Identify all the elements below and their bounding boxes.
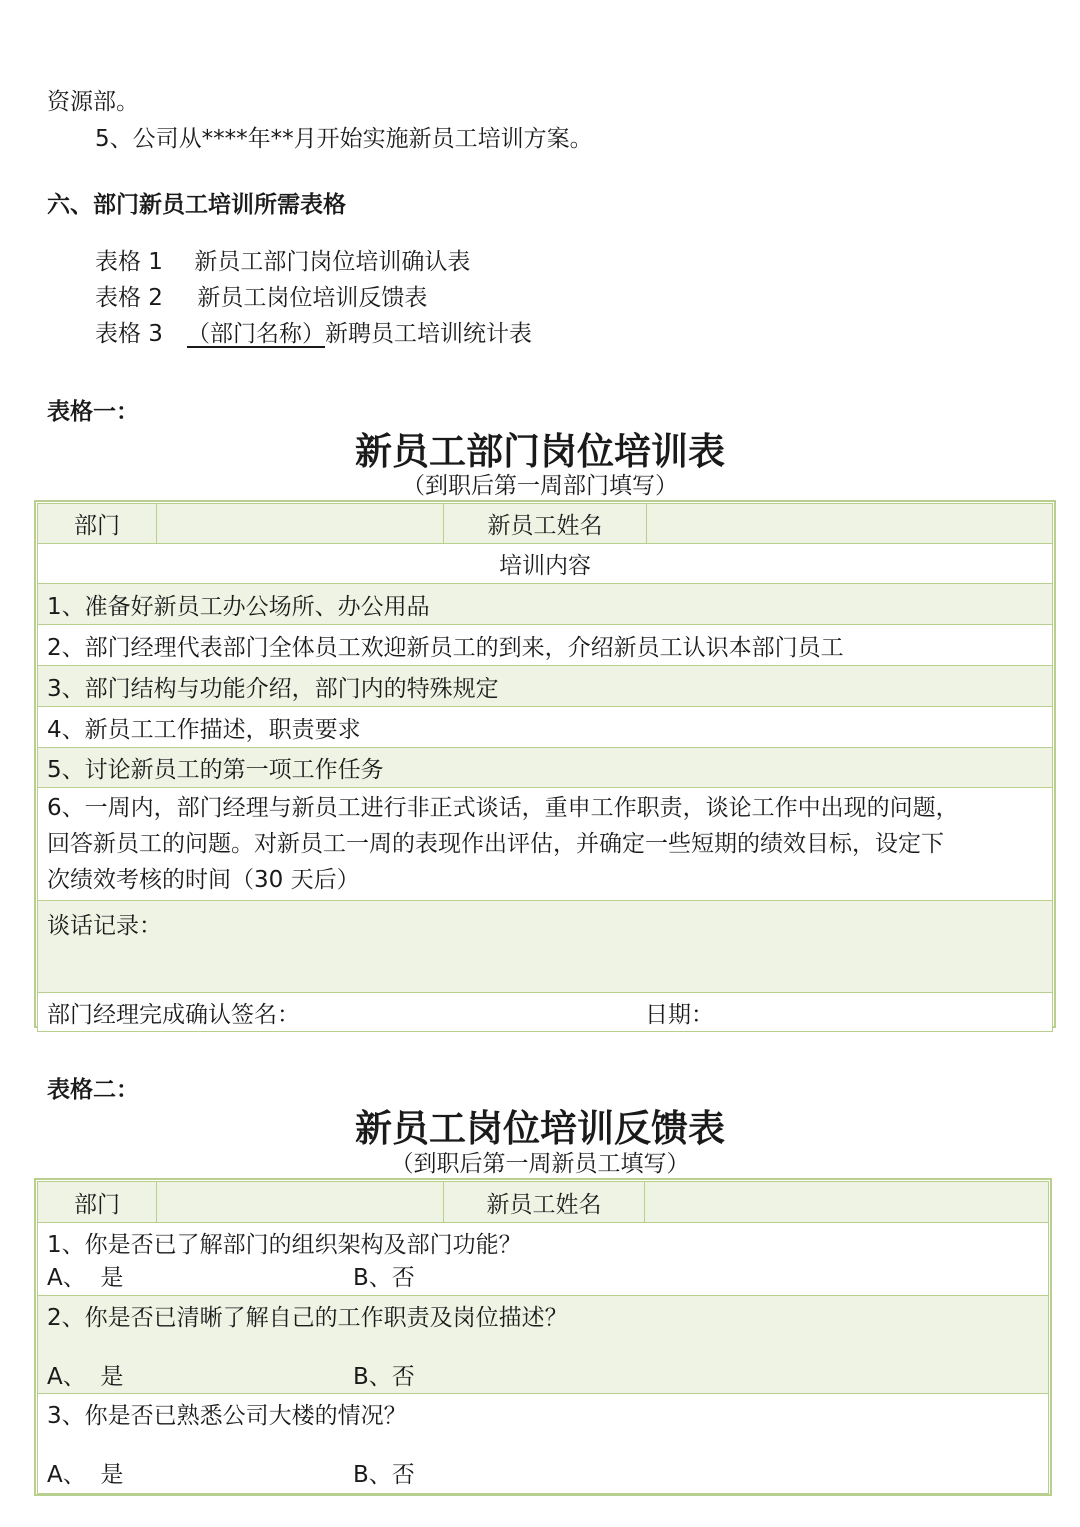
option-yes[interactable]: A、 是 — [47, 1364, 124, 1390]
form-num: 表格 2 — [95, 285, 163, 311]
content-header: 培训内容 — [38, 544, 1053, 584]
answer-options — [47, 1362, 1039, 1392]
form-name: 新员工部门岗位培训确认表 — [194, 249, 471, 275]
training-item-6 — [38, 788, 1053, 901]
question-text: 3、你是否已熟悉公司大楼的情况？ — [47, 1403, 407, 1429]
date-label: 日期： — [645, 1001, 714, 1028]
form-list-item — [95, 247, 470, 277]
talk-record-label: 谈话记录： — [47, 913, 162, 939]
dept-value-field[interactable] — [157, 504, 444, 544]
employee-name-field[interactable] — [647, 504, 1053, 544]
question-text: 2、你是否已清晰了解自己的工作职责及岗位描述？ — [47, 1305, 568, 1331]
table1-subtitle: （到职后第一周部门填写） — [402, 473, 678, 499]
training-item: 2、部门经理代表部门全体员工欢迎新员工的到来，介绍新员工认识本部门员工 — [38, 625, 1053, 666]
form-name-placeholder: （部门名称） — [187, 321, 325, 347]
feedback-table — [37, 1181, 1049, 1494]
table2-label: 表格二： — [47, 1077, 139, 1103]
training-item: 5、讨论新员工的第一项工作任务 — [38, 748, 1053, 788]
table1-label: 表格一： — [47, 399, 139, 425]
employee-name-field[interactable] — [645, 1182, 1049, 1223]
training-item: 4、新员工工作描述，职责要求 — [38, 707, 1053, 748]
answer-options — [47, 1460, 1039, 1490]
training-table — [37, 503, 1053, 1032]
talk-record-field[interactable] — [38, 901, 1053, 993]
signature-label: 部门经理完成确认签名： — [47, 1001, 300, 1028]
form-name: 新聘员工培训统计表 — [325, 321, 532, 347]
dept-label: 部门 — [38, 1182, 157, 1223]
intro-line-2: 5、公司从****年**月开始实施新员工培训方案。 — [95, 126, 593, 152]
option-no[interactable]: B、否 — [353, 1462, 415, 1488]
employee-name-label: 新员工姓名 — [444, 504, 647, 544]
intro-line-1: 资源部。 — [47, 89, 139, 115]
table2-subtitle: （到职后第一周新员工填写） — [390, 1151, 690, 1177]
training-item: 1、准备好新员工办公场所、办公用品 — [38, 584, 1053, 625]
item6-line: 回答新员工的问题。对新员工一周的表现作出评估，并确定一些短期的绩效目标，设定下 — [47, 831, 944, 857]
dept-label: 部门 — [38, 504, 157, 544]
training-item: 3、部门结构与功能介绍，部门内的特殊规定 — [38, 666, 1053, 707]
dept-value-field[interactable] — [157, 1182, 444, 1223]
form-list-item — [95, 283, 427, 313]
form-num: 表格 3 — [95, 321, 163, 347]
option-yes[interactable]: A、 是 — [47, 1462, 124, 1488]
section-heading: 六、部门新员工培训所需表格 — [47, 192, 346, 218]
answer-options — [47, 1263, 1039, 1293]
question-text: 1、你是否已了解部门的组织架构及部门功能？ — [47, 1232, 522, 1258]
question-cell — [38, 1223, 1049, 1296]
question-cell — [38, 1296, 1049, 1394]
item6-line: 次绩效考核的时间（30 天后） — [47, 867, 360, 893]
table1-title: 新员工部门岗位培训表 — [355, 429, 725, 473]
option-no[interactable]: B、否 — [353, 1265, 415, 1291]
table2-title: 新员工岗位培训反馈表 — [355, 1106, 725, 1150]
employee-name-label: 新员工姓名 — [444, 1182, 645, 1223]
form-num: 表格 1 — [95, 249, 163, 275]
form-name: 新员工岗位培训反馈表 — [197, 285, 428, 311]
item6-line: 6、一周内，部门经理与新员工进行非正式谈话，重申工作职责，谈论工作中出现的问题， — [47, 795, 959, 821]
question-cell — [38, 1394, 1049, 1494]
option-yes[interactable]: A、 是 — [47, 1265, 124, 1291]
signature-row[interactable] — [38, 993, 1053, 1032]
option-no[interactable]: B、否 — [353, 1364, 415, 1390]
form-list-item — [95, 319, 532, 349]
